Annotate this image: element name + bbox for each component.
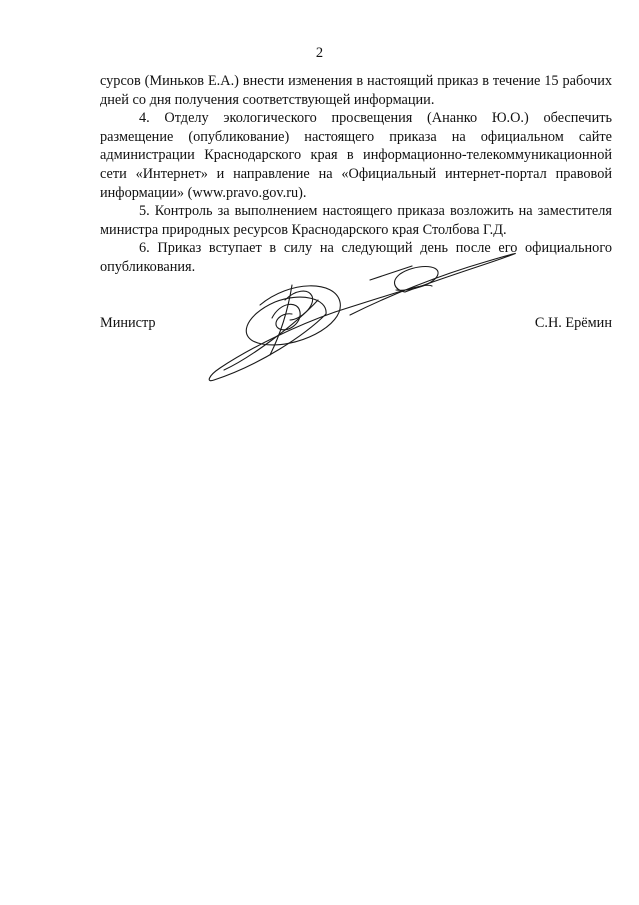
page-number: 2: [315, 45, 324, 61]
handwritten-signature-icon: [200, 240, 530, 390]
paragraph-item-6: 6. Приказ вступает в силу на следующий день после его официального опубликования.: [100, 240, 612, 275]
paragraph-item-4: 4. Отделу экологического просвещения (Ананко Ю.О.) обеспечить размещение (опубликование) настоящего приказа на официальном сайте администрации Краснодарского края в информационно-телекоммуникационной сети «Интернет» и направление на «Официальный интернет-портал правовой информации» (www.pravo.gov.ru).: [100, 110, 612, 201]
signatory-title: Министр: [100, 315, 156, 331]
signatory-name: С.Н. Ерёмин: [534, 315, 612, 331]
paragraph-continuation: сурсов (Миньков Е.А.) внести изменения в настоящий приказ в течение 15 рабочих дней со дня получения соответствующей информации.: [100, 73, 612, 108]
paragraph-item-5: 5. Контроль за выполнением настоящего приказа возложить на заместителя министра природных ресурсов Краснодарского края Столбова Г.Д.: [100, 203, 612, 238]
